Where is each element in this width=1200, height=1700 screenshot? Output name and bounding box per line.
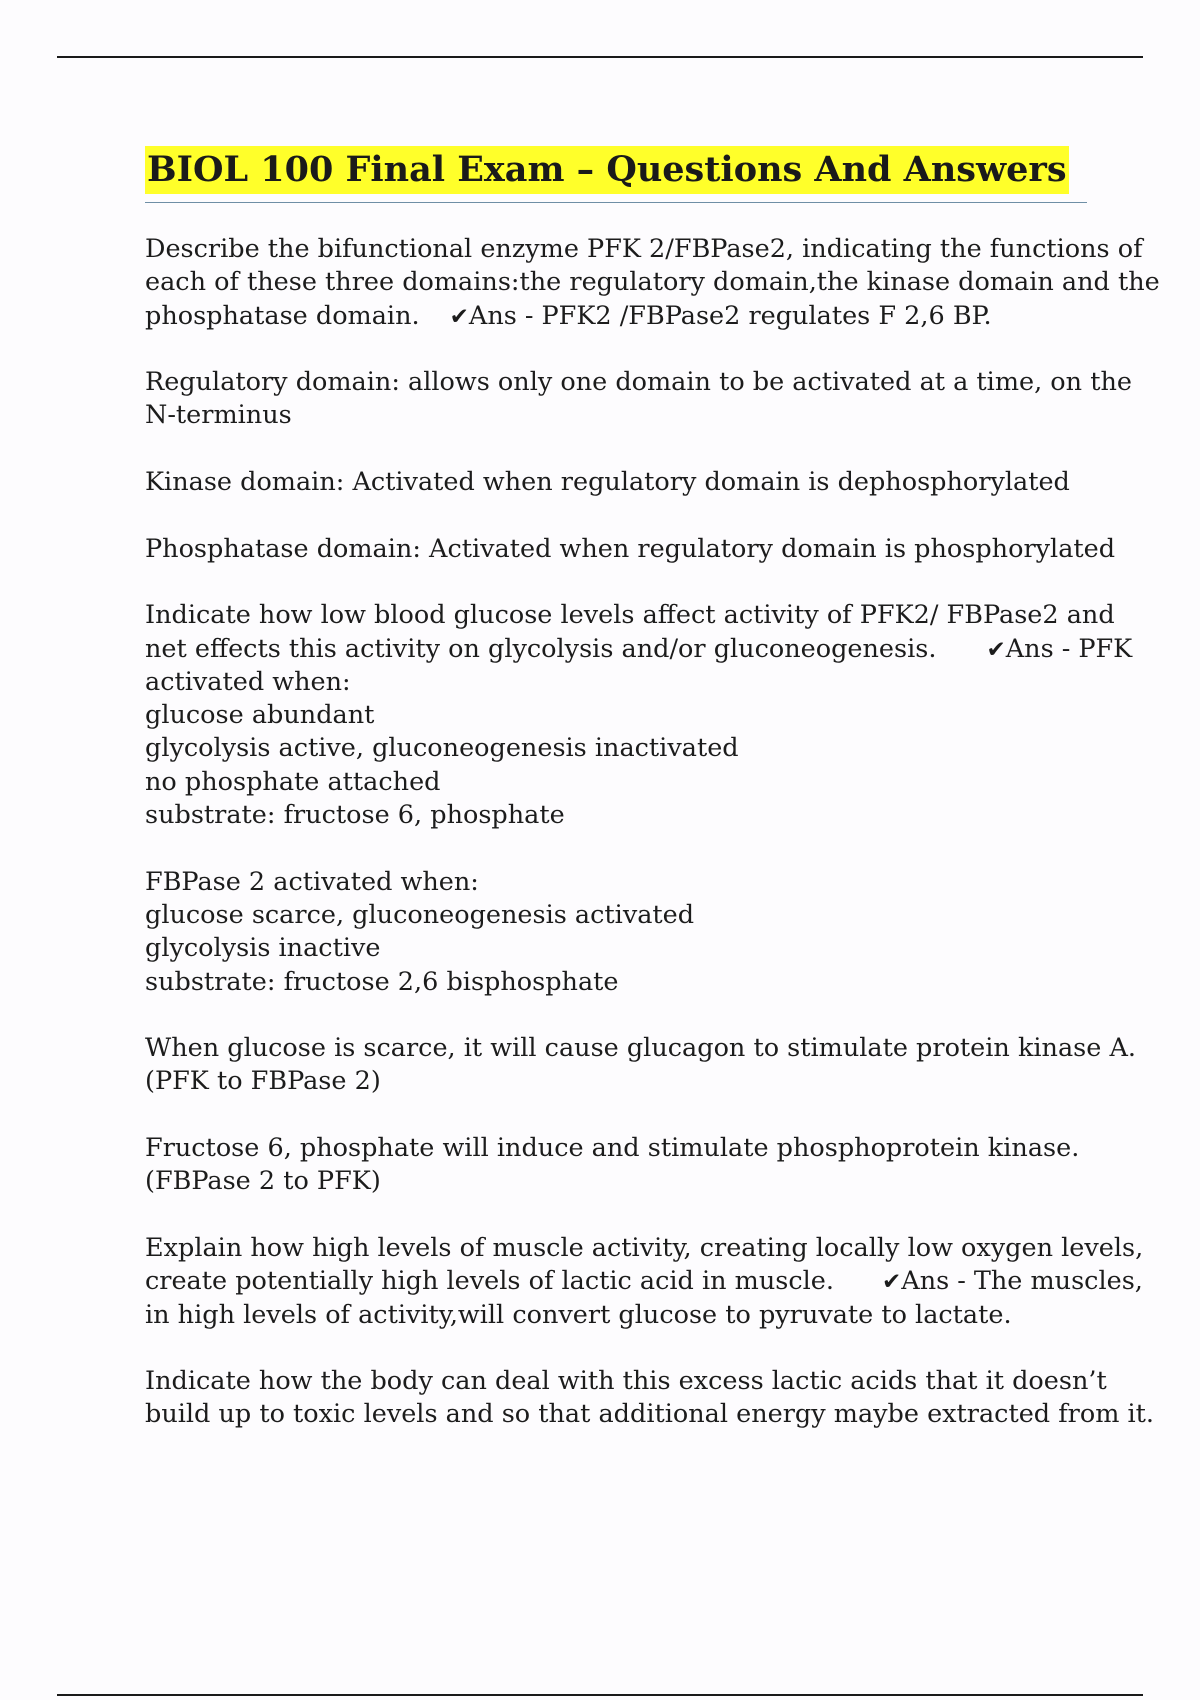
text-line: in high levels of activity,will convert glucose to pyruvate to lactate. (145, 1299, 1012, 1330)
text-line: N-terminus (145, 400, 292, 431)
text-line: glucose abundant (145, 700, 375, 731)
text-line: Fructose 6, phosphate will induce and stimulate phosphoprotein kinase. (145, 1133, 1080, 1164)
paragraph-regulatory (145, 366, 1132, 433)
paragraph-fructose (145, 1132, 1105, 1199)
text-line: Indicate how the body can deal with this excess lactic acids that it doesn’t (145, 1366, 1107, 1397)
answer-line (145, 633, 1133, 666)
answer-text: PFK (1078, 633, 1133, 664)
text-line: Explain how high levels of muscle activity, creating locally low oxygen levels, (145, 1232, 1144, 1263)
text-line: (PFK to FBPase 2) (145, 1066, 381, 1097)
answer-line (145, 1265, 1143, 1298)
ans-label: Ans (901, 1266, 950, 1297)
text-line: glycolysis active, gluconeogenesis inactivated (145, 733, 739, 764)
text-line: Kinase domain: Activated when regulatory domain is dephosphorylated (145, 467, 1070, 498)
checkmark-icon: ✔ (986, 636, 1006, 663)
answer-text: PFK2 /FBPase2 regulates F 2,6 BP. (541, 300, 992, 331)
page-title: BIOL 100 Final Exam – Questions And Answers (145, 146, 1069, 194)
text-line: each of these three domains:the regulatory domain,the kinase domain and the (145, 267, 1160, 298)
text-line: glucose scarce, gluconeogenesis activated (145, 899, 695, 930)
answer-marker (882, 1266, 966, 1296)
paragraph-fbpase (145, 866, 1105, 999)
top-rule (57, 56, 1143, 58)
question-1 (145, 233, 1160, 333)
text-line: phosphatase domain. (145, 300, 420, 331)
text-line: FBPase 2 activated when: (145, 866, 479, 897)
paragraph-phosphatase (145, 533, 1116, 566)
text-line: Regulatory domain: allows only one domain to be activated at a time, on the (145, 367, 1132, 398)
dash: - (524, 300, 534, 331)
text-line: activated when: (145, 666, 351, 697)
dash: - (1061, 633, 1071, 664)
ans-label: Ans (1005, 633, 1054, 664)
text-line: substrate: fructose 6, phosphate (145, 800, 565, 831)
paragraph-glucagon (145, 1032, 1136, 1099)
question-4 (145, 1365, 1155, 1432)
text-line: substrate: fructose 2,6 bisphosphate (145, 966, 619, 997)
text-line: (FBPase 2 to PFK) (145, 1166, 381, 1197)
title-underline (145, 146, 1087, 203)
answer-text: The muscles, (973, 1266, 1143, 1297)
checkmark-icon: ✔ (882, 1269, 902, 1296)
dash: - (957, 1266, 966, 1297)
paragraph-kinase (145, 466, 1105, 499)
answer-line (145, 300, 1105, 333)
text-line: Phosphatase domain: Activated when regulatory domain is phosphorylated (145, 533, 1116, 564)
answer-marker (450, 301, 534, 331)
text-line: no phosphate attached (145, 766, 441, 797)
checkmark-icon: ✔ (449, 303, 469, 330)
bottom-rule (57, 1694, 1143, 1696)
text-line: create potentially high levels of lactic acid in muscle. (145, 1266, 834, 1297)
text-line: Indicate how low blood glucose levels affect activity of PFK2/ FBPase2 and (145, 600, 1115, 631)
text-line: net effects this activity on glycolysis and/or gluconeogenesis. (145, 633, 937, 664)
text-line: When glucose is scarce, it will cause glucagon to stimulate protein kinase A. (145, 1033, 1136, 1064)
answer-marker (986, 634, 1070, 664)
question-3 (145, 1232, 1144, 1332)
ans-label: Ans (468, 300, 517, 331)
text-line: build up to toxic levels and so that additional energy maybe extracted from it. (145, 1399, 1155, 1430)
text-line: glycolysis inactive (145, 933, 381, 964)
text-line: Describe the bifunctional enzyme PFK 2/FBPase2, indicating the functions of (145, 234, 1143, 264)
question-2 (145, 599, 1133, 832)
document-body (145, 233, 1160, 1465)
